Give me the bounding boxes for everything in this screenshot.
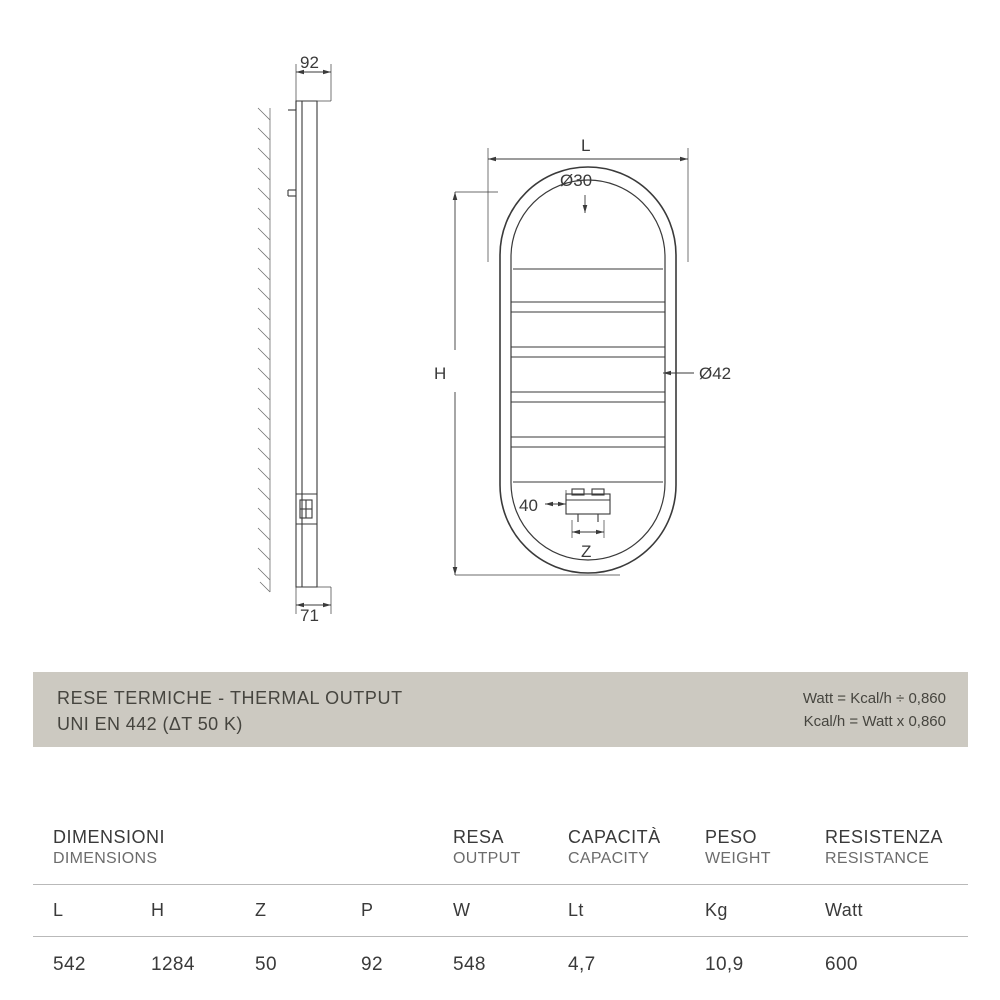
thermal-output-banner bbox=[33, 672, 968, 747]
table-header-groups bbox=[33, 810, 968, 872]
header-group-it: PESO bbox=[705, 827, 758, 847]
value-z: 50 bbox=[255, 954, 277, 975]
header-group-en: DIMENSIONS bbox=[53, 850, 158, 868]
tube-top-diameter-label: Ø30 bbox=[560, 171, 593, 190]
header-group-it: DIMENSIONI bbox=[53, 827, 166, 847]
header-group-it: RESA bbox=[453, 827, 505, 847]
side-bottom-dim-label: 71 bbox=[300, 606, 319, 625]
value-lt: 4,7 bbox=[568, 954, 596, 975]
table-units-row bbox=[33, 884, 968, 936]
header-group-en: WEIGHT bbox=[705, 850, 771, 868]
unit-watt: Watt bbox=[825, 900, 863, 920]
unit-kg: Kg bbox=[705, 900, 728, 920]
header-group-weight bbox=[705, 826, 771, 870]
header-group-en: CAPACITY bbox=[568, 850, 650, 868]
conversion-kcal: Kcal/h = Watt x 0,860 bbox=[803, 713, 946, 731]
banner-title-block bbox=[57, 685, 403, 737]
front-width-label: L bbox=[581, 136, 591, 155]
header-group-it: RESISTENZA bbox=[825, 827, 944, 847]
value-p: 92 bbox=[361, 954, 383, 975]
specifications-table bbox=[33, 810, 968, 975]
unit-w: W bbox=[453, 900, 471, 920]
value-kg: 10,9 bbox=[705, 954, 744, 975]
value-l: 542 bbox=[53, 954, 86, 975]
header-group-dimensions bbox=[53, 826, 165, 870]
unit-h: H bbox=[151, 900, 165, 920]
header-group-en: OUTPUT bbox=[453, 850, 521, 868]
banner-title: RESE TERMICHE - THERMAL OUTPUT bbox=[57, 688, 403, 708]
banner-subtitle: UNI EN 442 (ΔT 50 K) bbox=[57, 714, 243, 735]
table-row bbox=[33, 936, 968, 988]
unit-l: L bbox=[53, 900, 64, 920]
value-w: 548 bbox=[453, 954, 486, 975]
valve-offset-label: 40 bbox=[519, 496, 538, 515]
unit-p: P bbox=[361, 900, 374, 920]
unit-z: Z bbox=[255, 900, 267, 920]
unit-lt: Lt bbox=[568, 900, 584, 920]
value-watt: 600 bbox=[825, 954, 858, 975]
tube-diameter-label: Ø42 bbox=[699, 364, 732, 383]
header-group-en: RESISTANCE bbox=[825, 850, 930, 868]
side-top-dim-label: 92 bbox=[300, 53, 319, 72]
header-group-output bbox=[453, 826, 521, 870]
depth-label: Z bbox=[581, 542, 592, 561]
value-h: 1284 bbox=[151, 954, 195, 975]
front-height-label: H bbox=[434, 364, 447, 383]
header-group-it: CAPACITÀ bbox=[568, 827, 661, 847]
banner-conversion-block bbox=[803, 687, 946, 734]
conversion-watt: Watt = Kcal/h ÷ 0,860 bbox=[802, 690, 946, 707]
header-group-resistance bbox=[825, 826, 943, 870]
header-group-capacity bbox=[568, 826, 661, 870]
